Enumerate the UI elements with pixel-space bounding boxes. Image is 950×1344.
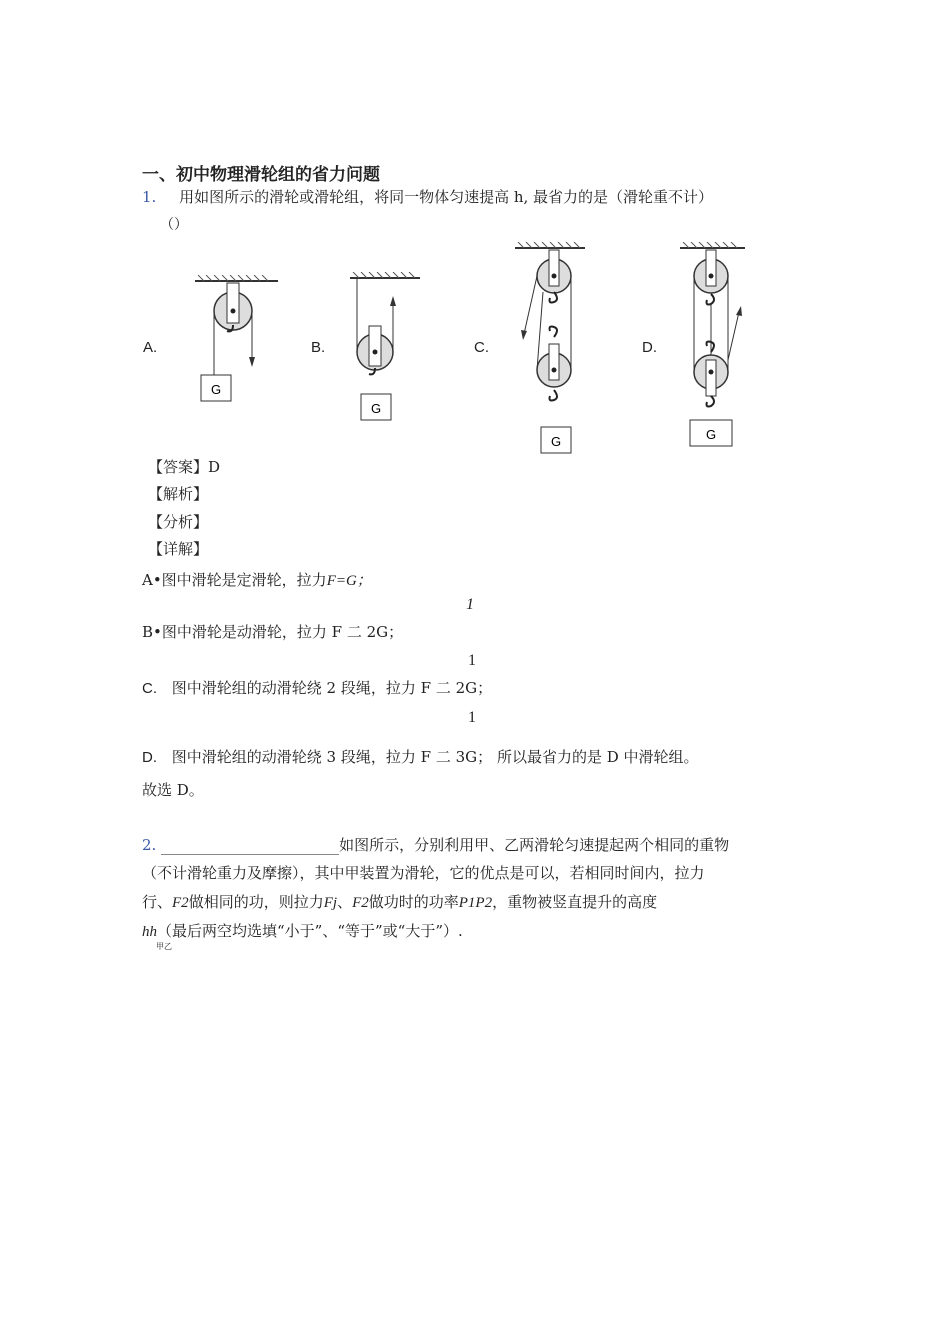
diagram-c — [510, 242, 590, 457]
weight-label: G — [550, 434, 562, 449]
line-c — [142, 677, 492, 698]
weight-label: G — [705, 427, 717, 442]
answer-blank[interactable] — [161, 840, 339, 855]
line-c-prefix: C. — [142, 680, 157, 697]
q2-fj: Fj — [323, 895, 338, 911]
weight-label: G — [370, 401, 382, 416]
line-a-prefix: A•图中滑轮是定滑轮，拉力 — [142, 571, 327, 589]
q2-f2b: F2 — [352, 895, 369, 911]
question-number: 2. — [142, 836, 157, 854]
diagram-a — [190, 275, 280, 410]
line-d-tail: 所以最省力的是 D 中滑轮组。 — [496, 748, 699, 766]
option-a-label: A. — [143, 339, 158, 356]
q2-text-b: 做相同的功，则拉力 — [188, 893, 324, 911]
line-a — [142, 569, 372, 590]
fraction-numerator-b: 1 — [468, 652, 476, 669]
conclusion: 故选 D。 — [142, 781, 204, 799]
analysis-tag: 【解析】 — [148, 485, 209, 503]
detail-tag: 【详解】 — [148, 540, 209, 558]
weight-label: G — [210, 382, 222, 397]
question-2-line1 — [142, 834, 729, 855]
q2-text-a: 行、 — [142, 893, 173, 911]
question-2-text-1: 如图所示，分别利用甲、乙两滑轮匀速提起两个相同的重物 — [339, 836, 730, 854]
equals-sign: 二 — [435, 748, 451, 766]
fenxi-tag: 【分析】 — [148, 513, 209, 531]
q2-text-d: 做功时的功率 — [368, 893, 459, 911]
option-b-label: B. — [311, 339, 326, 356]
q2-power: P1P2 — [458, 895, 493, 911]
line-d-formula: 3G； — [455, 748, 493, 766]
question-2-line2: （不计滑轮重力及摩擦），其中甲装置为滑轮，它的优点是可以，若相同时间内，拉力 — [142, 864, 705, 882]
q2-text-tail: （最后两空均选填“小于”、“等于”或“大于”）. — [157, 922, 463, 940]
line-c-text: 图中滑轮组的动滑轮绕 2 段绳，拉力 F — [171, 679, 432, 697]
line-d-prefix: D. — [142, 749, 157, 766]
line-d-text: 图中滑轮组的动滑轮绕 3 段绳，拉力 F — [171, 748, 432, 766]
question-paren: （） — [160, 217, 188, 233]
line-b — [142, 621, 403, 642]
q2-subscript: 甲乙 — [156, 942, 172, 951]
diagram-d — [675, 242, 755, 452]
question-2-line3 — [142, 891, 657, 912]
fraction-numerator-c: 1 — [468, 709, 476, 726]
line-b-prefix: B•图中滑轮是动滑轮，拉力 F — [142, 623, 343, 641]
q2-text-c: 、 — [337, 893, 353, 911]
diagram-b — [345, 272, 425, 424]
q2-f2: F2 — [172, 895, 189, 911]
q2-text-e: ，重物被竖直提升的高度 — [492, 893, 658, 911]
line-a-formula: F=G； — [326, 573, 372, 589]
question-1 — [142, 186, 713, 207]
question-number: 1. — [142, 188, 157, 206]
question-text: 用如图所示的滑轮或滑轮组，将同一物体匀速提高 h, 最省力的是（滑轮重不计） — [179, 188, 714, 206]
question-2-line4 — [142, 920, 463, 941]
equals-sign: 二 — [346, 623, 362, 641]
fraction-numerator-a: 1 — [466, 596, 474, 613]
line-c-formula: 2G； — [455, 679, 493, 697]
equals-sign: 二 — [435, 679, 451, 697]
line-b-formula: 2G； — [366, 623, 404, 641]
answer-tag: 【答案】D — [148, 458, 221, 476]
q2-hh: hh — [142, 924, 157, 940]
section-heading: 一、初中物理滑轮组的省力问题 — [142, 165, 380, 185]
option-d-label: D. — [642, 339, 657, 356]
option-c-label: C. — [474, 339, 489, 356]
line-d — [142, 746, 699, 767]
